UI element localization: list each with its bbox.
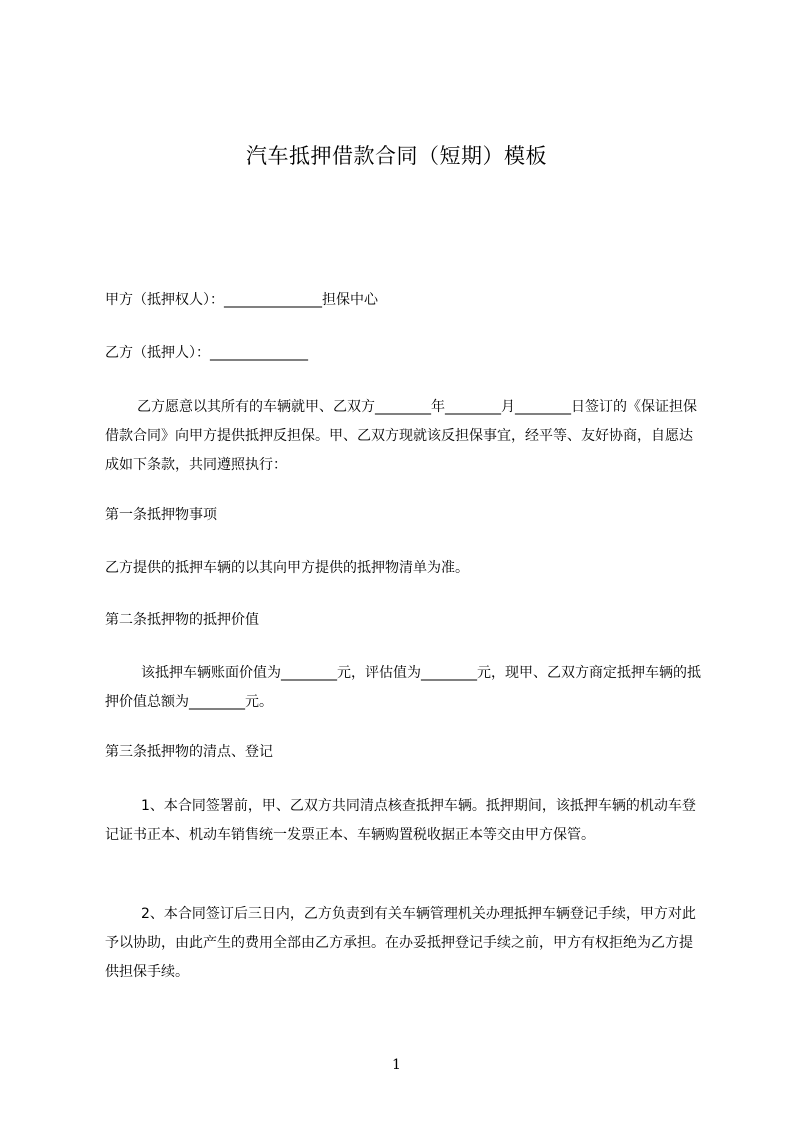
article-2-body: 该抵押车辆账面价值为________元，评估值为________元，现甲、乙双方商定抵押车辆的抵押价值总额为________元。 bbox=[105, 665, 701, 710]
article-1-title: 第一条抵押物事项 bbox=[105, 507, 217, 523]
article-3-title: 第三条抵押物的清点、登记 bbox=[105, 744, 273, 760]
party-a-line: 甲方（抵押权人）：______________担保中心 bbox=[105, 292, 378, 308]
page-number: 1 bbox=[392, 1057, 401, 1073]
party-b-line: 乙方（抵押人）：______________ bbox=[105, 345, 308, 361]
document-title: 汽车抵押借款合同（短期）模板 bbox=[246, 144, 547, 168]
intro-paragraph: 乙方愿意以其所有的车辆就甲、乙双方________年________月________日签订的《保证担保借款合同》向甲方提供抵押反担保。甲、乙双方现就该反担保事宜，经平等、友好协商，自愿达成如下条款，共同遵照执行： bbox=[105, 399, 697, 473]
article-2-title: 第二条抵押物的抵押价值 bbox=[105, 612, 259, 628]
article-3-item-1: 1、本合同签署前，甲、乙双方共同清点核查抵押车辆。抵押期间，该抵押车辆的机动车登记证书正本、机动车销售统一发票正本、车辆购置税收据正本等交由甲方保管。 bbox=[105, 798, 696, 843]
article-3-item-2: 2、本合同签订后三日内，乙方负责到有关车辆管理机关办理抵押车辆登记手续，甲方对此予以协助，由此产生的费用全部由乙方承担。在办妥抵押登记手续之前，甲方有权拒绝为乙方提供担保手续。 bbox=[105, 906, 696, 980]
article-1-body: 乙方提供的抵押车辆的以其向甲方提供的抵押物清单为准。 bbox=[105, 560, 469, 576]
